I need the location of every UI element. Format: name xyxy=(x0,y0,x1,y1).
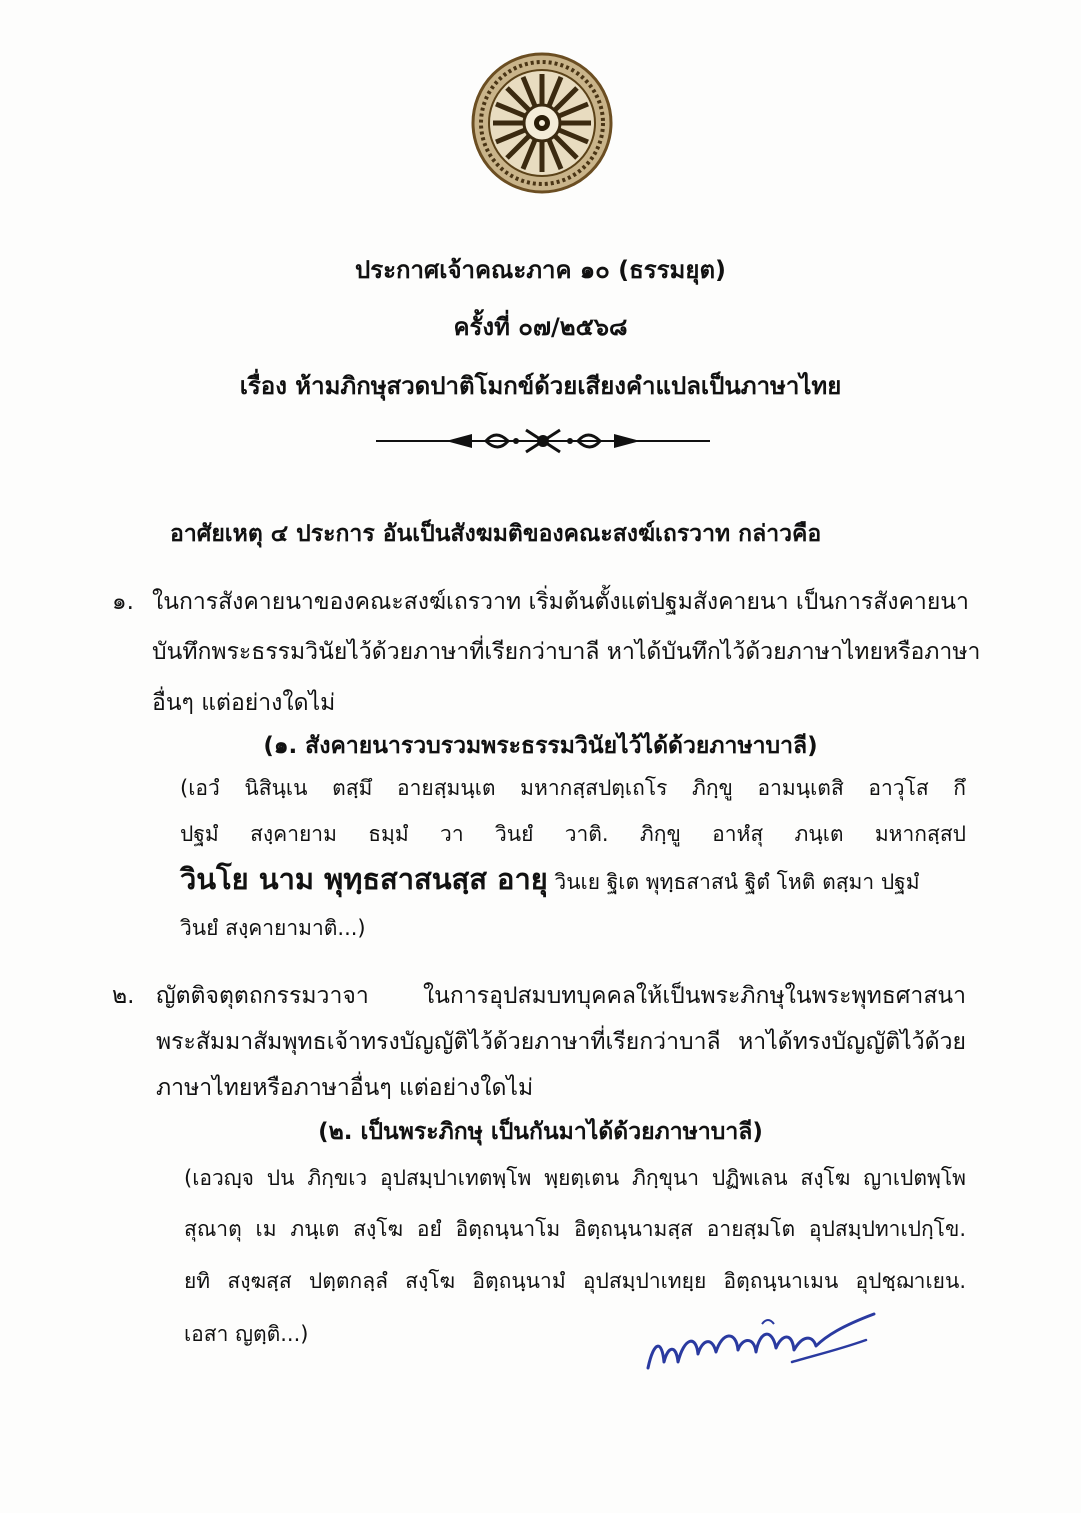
item-line: บันทึกพระธรรมวินัยไว้ด้วยภาษาที่เรียกว่าบาลี หาได้บันทึกไว้ด้วยภาษาไทยหรือภาษา xyxy=(152,639,981,665)
pali-continuation: วินเย ฐิเต พุทฺธสาสนํ ฐิตํ โหติ ตสฺมา ปฐมํ xyxy=(547,870,920,894)
item-line: ในการสังคายนาของคณะสงฆ์เถรวาท เริ่มต้นตั้งแต่ปฐมสังคายนา เป็นการสังคายนา xyxy=(152,589,969,615)
pali-line: ปฐมํ สงฺคายาม ธมฺมํ วา วินยํ วาติ. ภิกฺขู อาหํสุ ภนฺเต มหากสฺสป xyxy=(180,822,966,846)
item-subtitle: (๒. เป็นพระภิกษุ เป็นกันมาได้ด้วยภาษาบาลี) xyxy=(318,1119,763,1145)
pali-line: (เอวํ นิสินฺเน ตสฺมึ อายสฺมนฺเต มหากสฺสปตฺเถโร ภิกฺขู อามนฺเตสิ อาวุโส กึ xyxy=(180,776,966,800)
pali-line: สุณาตุ เม ภนฺเต สงฺโฆ อยํ อิตฺถนฺนาโม อิตฺถนฺนามสฺส อายสฺมโต อุปสมฺปทาเปกฺโข. xyxy=(184,1217,966,1241)
announcement-subject: เรื่อง ห้ามภิกษุสวดปาติโมกข์ด้วยเสียงคำแปลเป็นภาษาไทย xyxy=(239,372,842,400)
announcement-number: ครั้งที่ ๐๗/๒๕๖๘ xyxy=(453,313,628,341)
pali-line: เอสา ญตฺติ...) xyxy=(184,1322,309,1346)
dharma-wheel-seal-icon xyxy=(471,52,613,194)
pali-bold-phrase: วินโย นาม พุทฺธสาสนสฺส อายุ xyxy=(180,862,548,896)
item-number: ๑. xyxy=(112,589,134,615)
pali-line-emphasis xyxy=(180,856,970,902)
item-line: อื่นๆ แต่อย่างใดไม่ xyxy=(152,690,336,716)
pali-line: ยทิ สงฺฆสฺส ปตฺตกลฺลํ สงฺโฆ อิตฺถนฺนามํ อุปสมฺปาเทยฺย อิตฺถนฺนาเมน อุปชฺฌาเยน. xyxy=(184,1269,966,1293)
pali-line: (เอวญฺจ ปน ภิกฺขเว อุปสมฺปาเทตพฺโพ พฺยตฺเตน ภิกฺขุนา ปฏิพเลน สงฺโฆ ญาเปตพฺโพ xyxy=(184,1166,966,1190)
intro-text: อาศัยเหตุ ๔ ประการ อันเป็นสังฆมติของคณะสงฆ์เถรวาท กล่าวคือ xyxy=(170,521,822,547)
ornament-divider-icon xyxy=(376,426,710,456)
item-number: ๒. xyxy=(112,983,135,1009)
pali-line: วินยํ สงฺคายามาติ...) xyxy=(180,916,366,940)
item-subtitle: (๑. สังคายนารวบรวมพระธรรมวินัยไว้ได้ด้วยภาษาบาลี) xyxy=(263,733,818,759)
signature-icon xyxy=(642,1310,880,1380)
item-line: พระสัมมาสัมพุทธเจ้าทรงบัญญัติไว้ด้วยภาษาที่เรียกว่าบาลี หาได้ทรงบัญญัติไว้ด้วย xyxy=(156,1029,966,1055)
announcement-title: ประกาศเจ้าคณะภาค ๑๐ (ธรรมยุต) xyxy=(355,256,726,284)
item-line: ญัตติจตุตถกรรมวาจา ในการอุปสมบทบุคคลให้เป็นพระภิกษุในพระพุทธศาสนา xyxy=(156,983,966,1009)
item-line: ภาษาไทยหรือภาษาอื่นๆ แต่อย่างใดไม่ xyxy=(156,1075,534,1101)
